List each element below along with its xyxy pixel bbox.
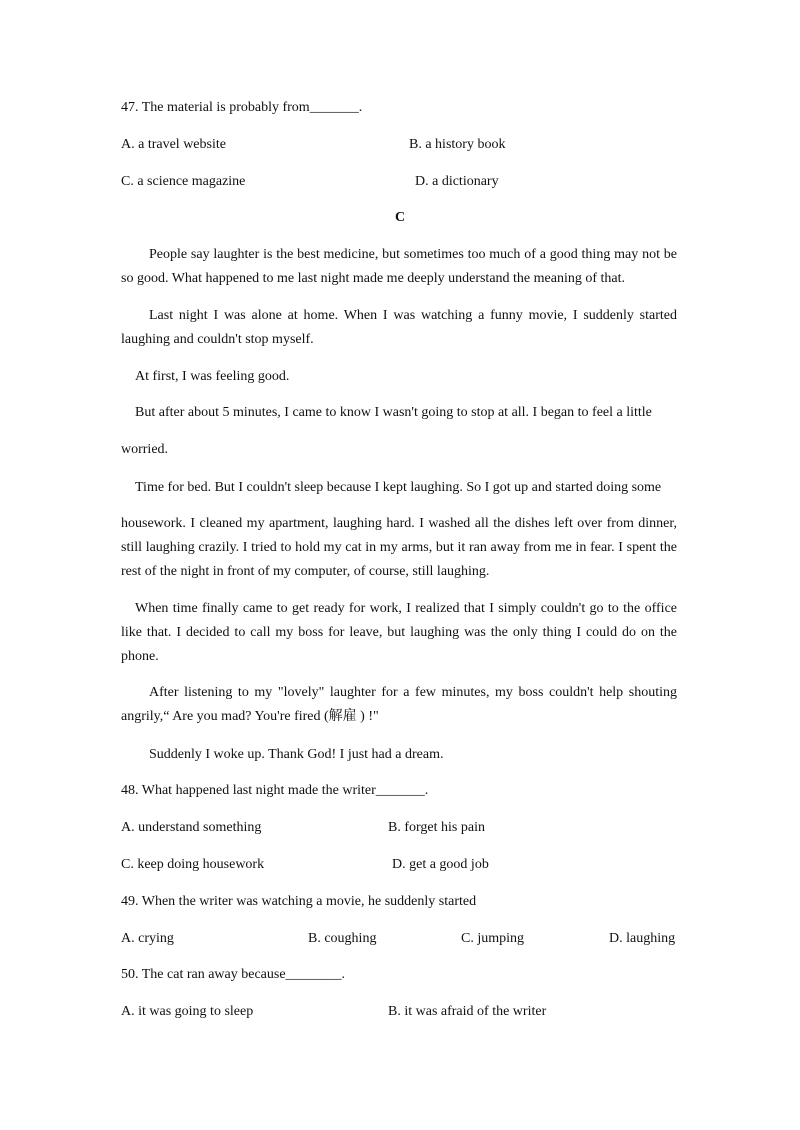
passage-paragraph-1: People say laughter is the best medicine, but sometimes too much of a good thing may not be so good. What happened to me last night made me deeply understand the meaning of that.	[121, 247, 677, 286]
question-50-option-a: A. it was going to sleep	[121, 1004, 254, 1019]
passage-paragraph-5-cont: housework. I cleaned my apartment, laughing hard. I washed all the dishes left over from dinner, still laughing crazily. I tried to hold my cat in my arms, but it ran away from me in fear. I spent the rest of the night in front of my computer, of course, still laughing.	[121, 516, 677, 579]
question-47-option-c: C. a science magazine	[121, 174, 246, 189]
passage-paragraph-8: Suddenly I woke up. Thank God! I just had a dream.	[149, 747, 444, 762]
section-heading: C	[394, 210, 406, 225]
question-49-option-a: A. crying	[121, 931, 174, 946]
question-47-option-d: D. a dictionary	[415, 174, 499, 189]
question-47-stem: 47. The material is probably from_______.	[121, 100, 363, 115]
question-49-option-c: C. jumping	[461, 931, 525, 946]
question-47-option-a: A. a travel website	[121, 137, 226, 152]
passage-paragraph-4: But after about 5 minutes, I came to know I wasn't going to stop at all. I began to feel a little	[135, 405, 652, 420]
question-50-stem: 50. The cat ran away because________.	[121, 967, 346, 982]
question-50-option-b: B. it was afraid of the writer	[388, 1004, 547, 1019]
passage-paragraph-3: At first, I was feeling good.	[135, 369, 290, 384]
passage-paragraph-7: After listening to my "lovely" laughter for a few minutes, my boss couldn't help shouting angrily,“ Are you mad? You're fired (解雇 ) !"	[121, 685, 677, 724]
passage-paragraph-6: When time finally came to get ready for work, I realized that I simply couldn't go to the office like that. I decided to call my boss for leave, but laughing was the only thing I could do on the phone.	[121, 601, 677, 664]
passage-paragraph-2: Last night I was alone at home. When I was watching a funny movie, I suddenly started laughing and couldn't stop myself.	[121, 308, 677, 347]
question-48-option-c: C. keep doing housework	[121, 857, 265, 872]
question-48-stem: 48. What happened last night made the writer_______.	[121, 783, 429, 798]
question-49-option-d: D. laughing	[609, 931, 676, 946]
question-49-stem: 49. When the writer was watching a movie, he suddenly started	[121, 894, 477, 909]
passage-paragraph-4-end: worried.	[121, 442, 169, 457]
question-48-option-d: D. get a good job	[392, 857, 489, 872]
question-48-option-a: A. understand something	[121, 820, 262, 835]
passage-paragraph-5: Time for bed. But I couldn't sleep because I kept laughing. So I got up and started doing some	[135, 480, 662, 495]
question-49-option-b: B. coughing	[308, 931, 377, 946]
question-48-option-b: B. forget his pain	[388, 820, 485, 835]
question-47-option-b: B. a history book	[409, 137, 506, 152]
